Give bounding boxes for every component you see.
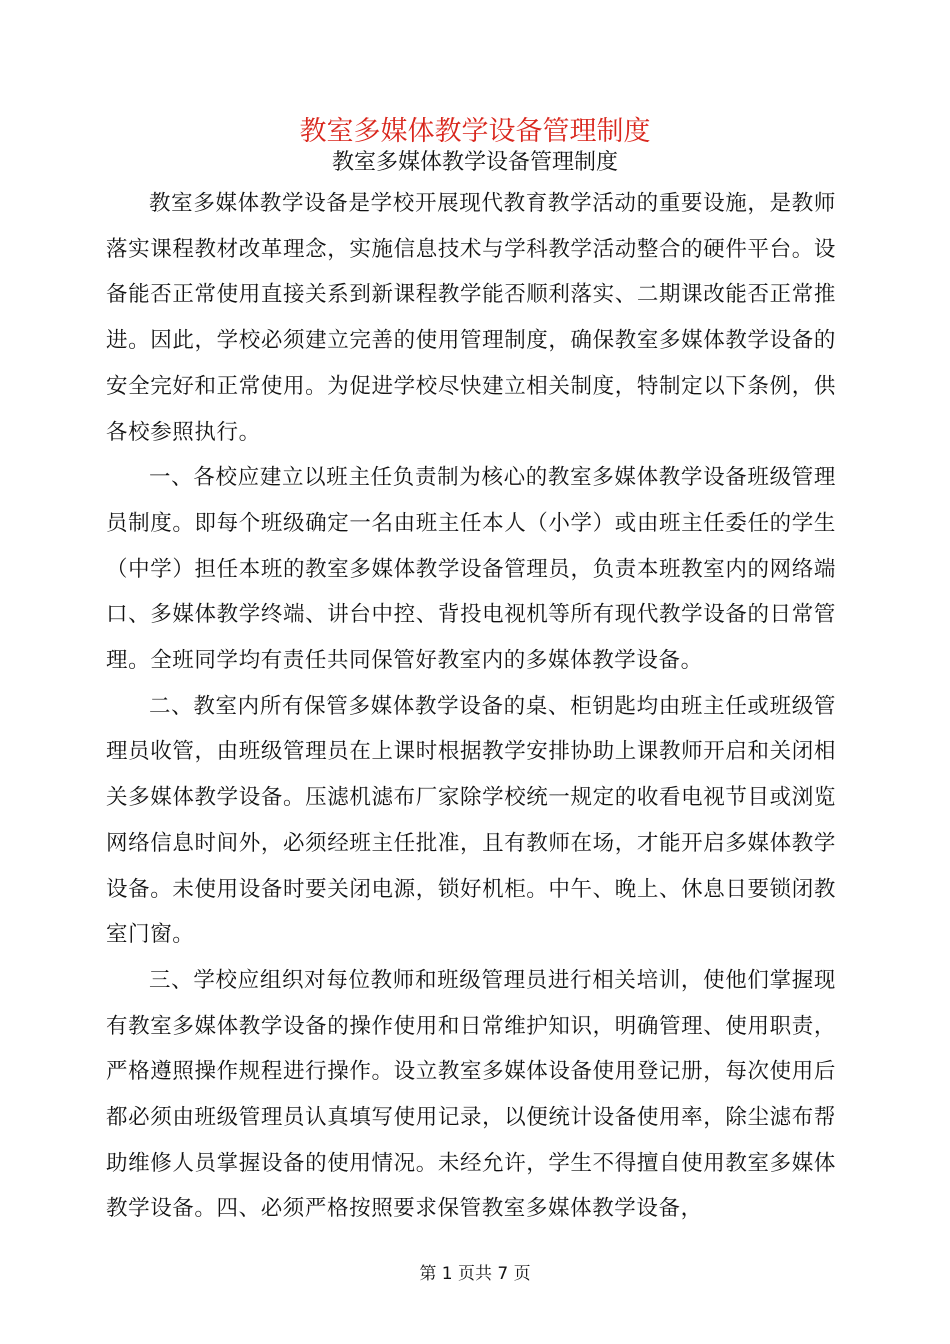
document-subtitle: 教室多媒体教学设备管理制度	[331, 150, 618, 175]
document-body	[106, 181, 836, 1232]
paragraph-article-1: 一、各校应建立以班主任负责制为核心的教室多媒体教学设备班级管理员制度。即每个班级确定一名由班主任本人（小学）或由班主任委任的学生（中学）担任本班的教室多媒体教学设备管理员，负责本班教室内的网络端口、多媒体教学终端、讲台中控、背投电视机等所有现代教学设备的日常管理。全班同学均有责任共同保管好教室内的多媒体教学设备。	[106, 465, 836, 674]
paragraph-article-3: 三、学校应组织对每位教师和班级管理员进行相关培训，使他们掌握现有教室多媒体教学设备的操作使用和日常维护知识，明确管理、使用职责，严格遵照操作规程进行操作。设立教室多媒体设备使用登记册，每次使用后都必须由班级管理员认真填写使用记录，以便统计设备使用率，除尘滤布帮助维修人员掌握设备的使用情况。未经允许，学生不得擅自使用教室多媒体教学设备。四、必须严格按照要求保管教室多媒体教学设备，	[106, 967, 836, 1222]
document-title: 教室多媒体教学设备管理制度	[299, 116, 651, 147]
paragraph-article-2: 二、教室内所有保管多媒体教学设备的桌、柜钥匙均由班主任或班级管理员收管，由班级管理员在上课时根据教学安排协助上课教师开启和关闭相关多媒体教学设备。压滤机滤布厂家除学校统一规定的收看电视节目或浏览网络信息时间外，必须经班主任批准，且有教师在场，才能开启多媒体教学设备。未使用设备时要关闭电源，锁好机柜。中午、晚上、休息日要锁闭教室门窗。	[106, 693, 836, 948]
paragraph-intro: 教室多媒体教学设备是学校开展现代教育教学活动的重要设施，是教师落实课程教材改革理念，实施信息技术与学科教学活动整合的硬件平台。设备能否正常使用直接关系到新课程教学能否顺利落实、二期课改能否正常推进。因此，学校必须建立完善的使用管理制度，确保教室多媒体教学设备的安全完好和正常使用。为促进学校尽快建立相关制度，特制定以下条例，供各校参照执行。	[106, 191, 836, 445]
page-number-footer: 第 1 页共 7 页	[419, 1264, 531, 1284]
